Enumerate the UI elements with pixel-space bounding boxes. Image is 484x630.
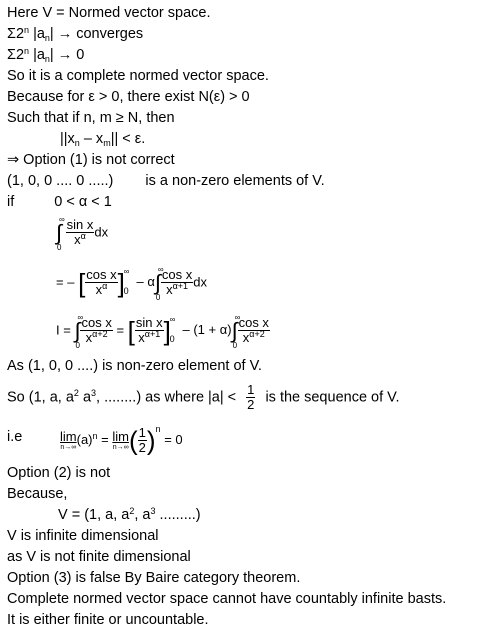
fraction — [161, 268, 193, 298]
bracket-close: ] ∞ 0 — [163, 315, 176, 346]
base: x — [85, 330, 93, 345]
exponent: α — [102, 281, 108, 291]
exponent: α+1 — [172, 281, 189, 291]
line-such-that: Such that if n, m ≥ N, then — [7, 110, 175, 126]
integral-sign: ∫ ∞ 0 — [231, 313, 241, 350]
subscript: n — [44, 33, 50, 43]
dx: dx — [193, 274, 207, 290]
superscript: 2 — [73, 388, 79, 399]
line-nonzero-element — [7, 172, 325, 190]
subscript: n — [44, 54, 50, 64]
abs-open: |a — [29, 26, 45, 42]
equation-integral-2 — [56, 265, 207, 302]
v-end: .........) — [155, 507, 201, 523]
equation-integral-3 — [56, 313, 270, 350]
lower-bound: 0 — [232, 341, 238, 350]
bracket-open: [ — [78, 268, 86, 298]
denominator — [85, 283, 117, 298]
exponent: α+2 — [249, 329, 265, 339]
line-as-nonzero: As (1, 0, 0 ....) is non-zero element of V. — [7, 358, 262, 374]
integral-sign: ∫ ∞ 0 — [56, 215, 65, 252]
denominator: 2 — [247, 397, 255, 412]
numerator: sin x — [66, 217, 94, 232]
equals: = — [116, 322, 125, 338]
numerator: cos x — [238, 315, 269, 330]
a-paren: (a) — [76, 431, 93, 447]
bracket-open: [ — [127, 316, 135, 346]
fraction-half — [138, 426, 147, 455]
numerator: 1 — [138, 425, 146, 440]
lim-sub: n→∞ — [60, 444, 77, 451]
line-option-1: ⇒ Option (1) is not correct — [7, 152, 175, 168]
fraction — [238, 316, 270, 346]
minus-alpha: – α — [136, 274, 155, 290]
denominator: 2 — [138, 440, 146, 455]
numerator: cos x — [86, 267, 117, 282]
superscript: 3 — [150, 506, 156, 516]
ie-text: i.e — [7, 429, 23, 445]
superscript: n — [24, 46, 30, 56]
seq-mid: a — [78, 389, 92, 406]
seq-start: So (1, a, a — [7, 389, 74, 406]
base: x — [95, 282, 103, 297]
line-option-2: Option (2) is not — [7, 465, 111, 481]
line-cauchy — [60, 130, 145, 149]
equation-integral-1 — [56, 215, 109, 252]
upper-bound: ∞ — [77, 313, 84, 322]
base: x — [242, 330, 250, 345]
equals: = — [101, 431, 109, 447]
paren-close: ) — [146, 425, 156, 456]
equals-zero: = 0 — [164, 431, 183, 447]
base: x — [74, 232, 81, 247]
exponent: α+1 — [144, 329, 161, 339]
line-complete: So it is a complete normed vector space. — [7, 68, 269, 84]
superscript: 2 — [129, 506, 135, 516]
numerator: cos x — [81, 315, 112, 330]
equals-minus: = – — [56, 274, 75, 290]
lower-bound: 0 — [75, 341, 80, 350]
paren-open: ( — [128, 425, 138, 456]
denominator — [80, 331, 112, 346]
seq-where: , ........) as where |a| < — [96, 389, 237, 406]
integral-sign: ∫ ∞ 0 — [74, 313, 84, 350]
lim-sub: n→∞ — [112, 444, 129, 451]
line-finite-uncountable: It is either finite or uncountable. — [7, 612, 209, 628]
bracket-close: ] ∞ 0 — [117, 267, 130, 298]
line-because-2: Because, — [7, 486, 68, 502]
lower-bound: 0 — [123, 286, 129, 296]
line-complete-normed: Complete normed vector space cannot have countably infinite basts. — [7, 591, 447, 607]
numerator: cos x — [161, 267, 193, 282]
denominator — [66, 233, 95, 248]
line-option-3: Option (3) is false By Baire category theorem. — [7, 570, 301, 586]
fraction — [85, 268, 117, 298]
line-not-finite: as V is not finite dimensional — [7, 549, 191, 565]
exponent: α — [80, 231, 86, 241]
exponent: n — [92, 430, 98, 441]
line-series-converges — [7, 25, 143, 44]
nonzero-text: is a non-zero elements of V. — [145, 173, 325, 189]
lim-word: lim — [60, 429, 77, 444]
minus-one-plus-alpha: – (1 + α) — [182, 322, 232, 338]
superscript: n — [24, 25, 30, 35]
limit — [112, 430, 129, 451]
integral-sign: ∫ ∞ 0 — [154, 265, 164, 302]
exponent: α+2 — [92, 329, 108, 339]
abs-open: |a — [29, 47, 45, 63]
norm-close: || < ε. — [110, 131, 146, 147]
sequence-text: (1, 0, 0 .... 0 .....) — [7, 173, 114, 189]
base: x — [138, 330, 145, 345]
to-zero-text: | → 0 — [49, 47, 85, 63]
subscript: m — [103, 138, 111, 148]
line-definition: Here V = Normed vector space. — [7, 5, 211, 21]
denominator — [135, 331, 164, 346]
upper-bound: ∞ — [169, 315, 176, 324]
sigma-term: Σ2 — [7, 47, 25, 63]
norm-open: ||x — [60, 131, 75, 147]
upper-bound: ∞ — [234, 313, 241, 322]
base: x — [166, 282, 173, 297]
limit — [60, 430, 77, 451]
v-start: V = (1, a, a — [58, 507, 130, 523]
lower-bound: 0 — [57, 243, 62, 252]
fraction-half — [246, 383, 255, 412]
equation-limit — [60, 423, 183, 456]
fraction — [80, 316, 112, 346]
denominator — [238, 331, 270, 346]
numerator: sin x — [135, 315, 163, 330]
lower-bound: 0 — [169, 334, 175, 344]
line-because: Because for ε > 0, there exist N(ε) > 0 — [7, 89, 250, 105]
sigma-term: Σ2 — [7, 26, 25, 42]
seq-end: is the sequence of V. — [265, 389, 400, 406]
minus-x: – x — [79, 131, 104, 147]
v-mid: , a — [134, 507, 151, 523]
if-text: if — [7, 194, 15, 210]
line-if-alpha — [7, 193, 112, 211]
i-equals: I = — [56, 322, 71, 338]
exponent: n — [155, 423, 161, 434]
numerator: 1 — [247, 382, 255, 397]
subscript: n — [74, 138, 80, 148]
denominator — [161, 283, 193, 298]
upper-bound: ∞ — [123, 267, 130, 276]
upper-bound: ∞ — [157, 265, 164, 274]
line-infinite-dim: V is infinite dimensional — [7, 528, 159, 544]
fraction — [135, 316, 164, 346]
lower-bound: 0 — [155, 293, 161, 302]
alpha-range: 0 < α < 1 — [54, 194, 112, 210]
converges-text: | → converges — [49, 26, 144, 42]
fraction — [66, 218, 95, 248]
dx: dx — [94, 224, 109, 240]
lim-word: lim — [112, 429, 129, 444]
line-v-def — [58, 506, 201, 525]
upper-bound: ∞ — [59, 215, 65, 224]
superscript: 3 — [91, 388, 97, 399]
line-limit — [7, 428, 22, 446]
line-sequence — [7, 383, 400, 412]
line-series-to-zero — [7, 46, 84, 65]
